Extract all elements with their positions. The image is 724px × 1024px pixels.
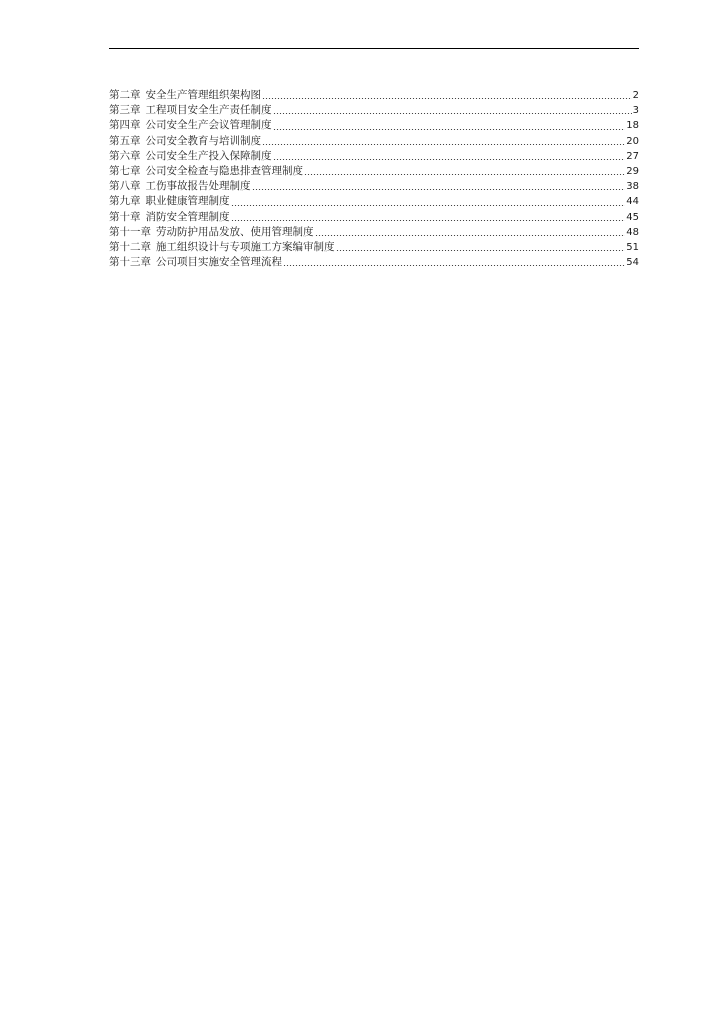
header-rule <box>109 48 639 49</box>
toc-entry[interactable] <box>109 134 639 149</box>
toc-title: 施工组织设计与专项施工方案编审制度 <box>156 240 335 253</box>
toc-chapter: 第六章 <box>109 149 141 162</box>
toc-entry[interactable] <box>109 88 639 103</box>
dot-leader <box>283 265 625 266</box>
dot-leader <box>273 113 632 114</box>
toc-entry[interactable] <box>109 164 639 179</box>
toc-title: 劳动防护用品发放、使用管理制度 <box>156 225 314 238</box>
toc-title: 公司安全检查与隐患排查管理制度 <box>145 164 303 177</box>
toc-entry[interactable] <box>109 149 639 164</box>
toc-entry[interactable] <box>109 225 639 240</box>
toc-entry[interactable] <box>109 255 639 270</box>
toc-entry[interactable] <box>109 179 639 194</box>
toc-chapter: 第五章 <box>109 134 141 147</box>
toc-chapter: 第八章 <box>109 180 141 193</box>
toc-page-number: 27 <box>626 150 639 162</box>
toc-page-number: 54 <box>626 257 639 269</box>
dot-leader <box>304 174 625 175</box>
toc-page-number: 18 <box>626 120 639 132</box>
toc-entry[interactable] <box>109 210 639 225</box>
toc-title: 公司项目实施安全管理流程 <box>156 256 282 269</box>
toc-title: 安全生产管理组织架构图 <box>145 89 261 101</box>
toc-title: 工程项目安全生产责任制度 <box>145 104 272 117</box>
toc-title: 公司安全教育与培训制度 <box>145 134 261 147</box>
toc-chapter: 第十三章 <box>109 256 151 269</box>
toc-page-number: 45 <box>626 211 639 223</box>
toc-chapter: 第四章 <box>109 119 141 132</box>
toc-page-number: 2 <box>632 90 639 101</box>
toc-page-number: 38 <box>626 181 639 193</box>
toc-page-number: 29 <box>626 165 639 177</box>
toc-title: 职业健康管理制度 <box>145 195 230 208</box>
toc-title: 消防安全管理制度 <box>145 210 230 223</box>
toc-entry[interactable] <box>109 194 639 209</box>
dot-leader <box>336 250 626 251</box>
toc-page-number: 20 <box>626 135 639 147</box>
toc-chapter: 第十二章 <box>109 240 151 253</box>
toc-title: 公司安全生产投入保障制度 <box>145 149 272 162</box>
dot-leader <box>262 98 632 99</box>
dot-leader <box>315 235 626 236</box>
toc-page-number: 48 <box>626 226 639 238</box>
toc-chapter: 第十一章 <box>109 225 151 238</box>
toc-entry[interactable] <box>109 118 639 133</box>
toc-chapter: 第三章 <box>109 104 141 117</box>
dot-leader <box>273 159 626 160</box>
dot-leader <box>231 220 626 221</box>
table-of-contents <box>109 88 639 270</box>
toc-page-number: 51 <box>626 241 639 253</box>
dot-leader <box>273 129 626 130</box>
toc-entry[interactable] <box>109 103 639 118</box>
dot-leader <box>252 189 626 190</box>
toc-chapter: 第二章 <box>109 89 141 101</box>
toc-page-number: 44 <box>626 196 639 208</box>
toc-chapter: 第十章 <box>109 210 141 223</box>
toc-chapter: 第七章 <box>109 164 141 177</box>
dot-leader <box>231 205 626 206</box>
toc-entry[interactable] <box>109 240 639 255</box>
toc-chapter: 第九章 <box>109 195 141 208</box>
toc-page-number: 3 <box>632 105 639 117</box>
dot-leader <box>262 144 625 145</box>
toc-title: 公司安全生产会议管理制度 <box>145 119 272 132</box>
toc-title: 工伤事故报告处理制度 <box>145 180 251 193</box>
